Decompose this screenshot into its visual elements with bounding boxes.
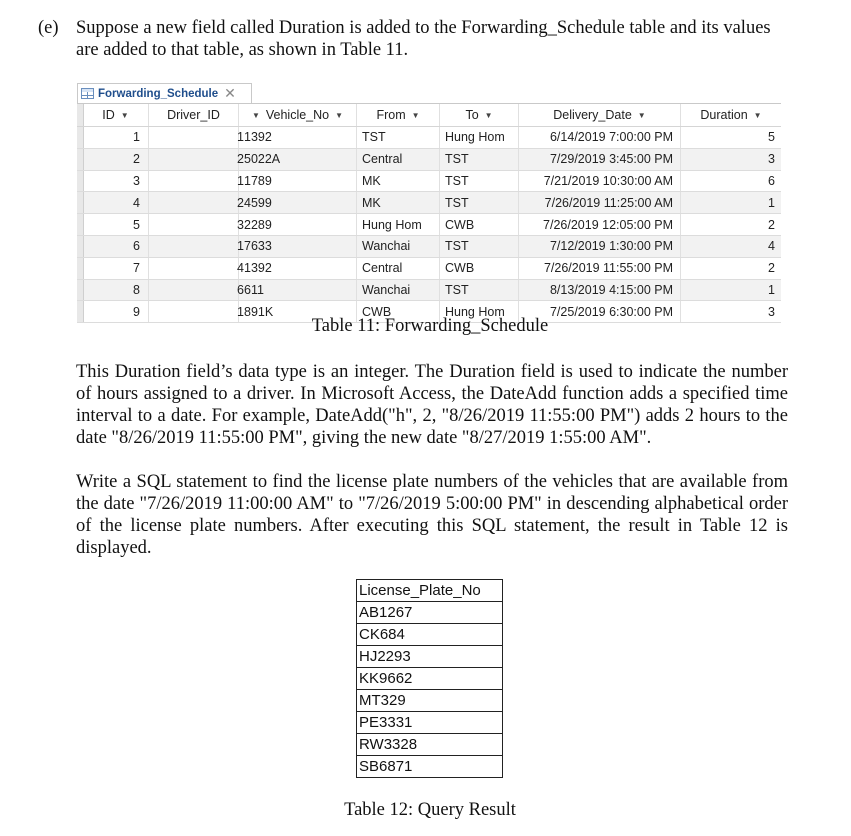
cell-id[interactable]: 9 [83, 301, 149, 322]
tab-forwarding-schedule[interactable] [77, 83, 252, 103]
license-plate-cell: SB6871 [357, 756, 503, 778]
table-row[interactable] [77, 280, 781, 302]
cell-driver-id[interactable]: 2 [149, 192, 239, 213]
table-row [357, 668, 503, 690]
cell-delivery-date[interactable]: 7/29/2019 3:45:00 PM [519, 149, 681, 170]
cell-duration[interactable]: 3 [768, 152, 775, 167]
cell-from[interactable]: MK [357, 171, 440, 192]
license-plate-cell: HJ2293 [357, 646, 503, 668]
table-row [357, 756, 503, 778]
table-row [357, 712, 503, 734]
cell-id[interactable]: 1 [83, 127, 149, 148]
cell-duration[interactable]: 6 [768, 173, 775, 188]
datasheet-rows [77, 127, 781, 323]
table-12-caption: Table 12: Query Result [344, 800, 516, 820]
dropdown-arrow-icon[interactable]: ▼ [484, 110, 493, 120]
license-plate-cell: KK9662 [357, 668, 503, 690]
cell-vehicle-no[interactable]: 5022A [239, 149, 357, 170]
tab-bar [77, 83, 781, 104]
dropdown-arrow-icon[interactable]: ▼ [753, 110, 762, 120]
cell-delivery-date[interactable]: 7/26/2019 11:55:00 PM [519, 258, 681, 279]
cell-delivery-date[interactable]: 7/26/2019 12:05:00 PM [519, 214, 681, 235]
cell-driver-id[interactable]: 2 [149, 149, 239, 170]
cell-to[interactable]: CWB [440, 214, 519, 235]
header-row [77, 104, 781, 127]
cell-vehicle-no[interactable]: 1789 [239, 171, 357, 192]
cell-driver-id[interactable]: 1 [149, 171, 239, 192]
cell-delivery-date[interactable]: 6/14/2019 7:00:00 PM [519, 127, 681, 148]
table-row[interactable] [77, 236, 781, 258]
cell-id[interactable]: 2 [83, 149, 149, 170]
table-row[interactable] [77, 149, 781, 171]
cell-duration[interactable]: 4 [768, 239, 775, 254]
column-header-from[interactable]: From ▼ [357, 104, 440, 126]
cell-id[interactable]: 7 [83, 258, 149, 279]
cell-from[interactable]: Wanchai [357, 236, 440, 257]
cell-from[interactable]: Hung Hom [357, 214, 440, 235]
cell-to[interactable]: CWB [440, 258, 519, 279]
cell-vehicle-no[interactable]: 2289 [239, 214, 357, 235]
cell-id[interactable]: 5 [83, 214, 149, 235]
cell-vehicle-no[interactable]: 7633 [239, 236, 357, 257]
question-label: (e) [38, 18, 59, 38]
datasheet-grid [77, 104, 781, 323]
close-icon[interactable]: ✕ [224, 85, 236, 101]
cell-duration[interactable]: 5 [768, 130, 775, 145]
tab-label: Forwarding_Schedule [98, 87, 219, 100]
cell-driver-id[interactable]: 1 [149, 236, 239, 257]
table-row[interactable] [77, 258, 781, 280]
license-plate-cell: AB1267 [357, 602, 503, 624]
cell-vehicle-no[interactable]: 1392 [239, 127, 357, 148]
cell-vehicle-no[interactable]: 4599 [239, 192, 357, 213]
cell-duration[interactable]: 2 [768, 217, 775, 232]
cell-duration[interactable]: 3 [768, 304, 775, 319]
dropdown-arrow-icon[interactable]: ▼ [120, 110, 129, 120]
cell-delivery-date[interactable]: 7/12/2019 1:30:00 PM [519, 236, 681, 257]
dropdown-arrow-icon[interactable]: ▼ [637, 110, 646, 120]
table-row [357, 624, 503, 646]
cell-from[interactable]: Central [357, 258, 440, 279]
cell-to[interactable]: TST [440, 236, 519, 257]
cell-delivery-date[interactable]: 8/13/2019 4:15:00 PM [519, 280, 681, 301]
table-11-caption: Table 11: Forwarding_Schedule [311, 316, 549, 336]
column-header-vehicle-no[interactable]: ▼ Vehicle_No ▼ [239, 104, 357, 126]
cell-driver-id[interactable]: 6 [149, 280, 239, 301]
paragraph-sql-task: Write a SQL statement to find the license plate numbers of the vehicles that are available from the date "7/26/2019 11:00:00 AM" to "7/26/2019 5:00:00 PM" in descending alphabetical order of the license plate numbers. After executing this SQL statement, the result in Table 12 is displayed. [76, 472, 788, 558]
column-header-delivery-date[interactable]: Delivery_Date ▼ [519, 104, 681, 126]
cell-from[interactable]: Central [357, 149, 440, 170]
cell-id[interactable]: 8 [83, 280, 149, 301]
table-row [357, 646, 503, 668]
query-result-table [356, 579, 503, 778]
cell-from[interactable]: Wanchai [357, 280, 440, 301]
cell-delivery-date[interactable]: 7/21/2019 10:30:00 AM [519, 171, 681, 192]
cell-from[interactable]: TST [357, 127, 440, 148]
cell-to[interactable]: TST [440, 149, 519, 170]
cell-to[interactable]: TST [440, 280, 519, 301]
forwarding-schedule-datasheet [77, 83, 781, 319]
cell-driver-id[interactable]: 1 [149, 127, 239, 148]
cell-driver-id[interactable]: 4 [149, 258, 239, 279]
dropdown-arrow-icon[interactable]: ▼ [411, 110, 420, 120]
dropdown-arrow-icon[interactable]: ▼ [251, 110, 260, 120]
cell-to[interactable]: TST [440, 192, 519, 213]
table-icon [81, 88, 94, 99]
cell-delivery-date[interactable]: 7/26/2019 11:25:00 AM [519, 192, 681, 213]
table-row[interactable] [77, 192, 781, 214]
column-header-to[interactable]: To ▼ [440, 104, 519, 126]
cell-vehicle-no[interactable]: 891K [239, 301, 357, 322]
cell-delivery-date[interactable]: 7/25/2019 6:30:00 PM [519, 301, 681, 322]
cell-from[interactable]: CWB [357, 301, 440, 322]
table-row [357, 602, 503, 624]
cell-vehicle-no[interactable]: 1392 [239, 258, 357, 279]
cell-duration[interactable]: 1 [768, 282, 775, 297]
question-intro: Suppose a new field called Duration is added to the Forwarding_Schedule table and its values are added to that table, as shown in Table 11. [76, 18, 771, 60]
cell-id[interactable]: 6 [83, 236, 149, 257]
cell-driver-id[interactable]: 3 [149, 214, 239, 235]
cell-duration[interactable]: 1 [768, 195, 775, 210]
table-row [357, 690, 503, 712]
cell-duration[interactable]: 2 [768, 261, 775, 276]
cell-id[interactable]: 3 [83, 171, 149, 192]
table-row[interactable] [77, 214, 781, 236]
cell-id[interactable]: 4 [83, 192, 149, 213]
cell-driver-id[interactable]: 1 [149, 301, 239, 322]
license-plate-cell: PE3331 [357, 712, 503, 734]
license-plate-cell: RW3328 [357, 734, 503, 756]
license-plate-cell: MT329 [357, 690, 503, 712]
dropdown-arrow-icon[interactable]: ▼ [335, 110, 344, 120]
column-header-duration[interactable]: Duration ▼ [700, 108, 762, 122]
column-header-driver-id[interactable]: Driver_ID [149, 104, 239, 126]
cell-from[interactable]: MK [357, 192, 440, 213]
cell-to[interactable]: Hung Hom [440, 301, 519, 322]
license-plate-cell: CK684 [357, 624, 503, 646]
cell-to[interactable]: TST [440, 171, 519, 192]
table-row [357, 734, 503, 756]
column-header-id[interactable]: ID ▼ [83, 104, 149, 126]
table-row[interactable] [77, 127, 781, 149]
result-header: License_Plate_No [357, 580, 503, 602]
paragraph-duration: This Duration field’s data type is an integer. The Duration field is used to indicate the number of hours assigned to a driver. In Microsoft Access, the DateAdd function adds a specified time interval to a date. For example, DateAdd("h", 2, "8/26/2019 11:55:00 PM") adds 2 hours to the date "8/26/2019 11:55:00 PM", giving the new date "8/27/2019 1:55:00 AM". [76, 362, 788, 448]
table-row[interactable] [77, 171, 781, 193]
cell-vehicle-no[interactable]: 611 [239, 280, 357, 301]
cell-to[interactable]: Hung Hom [440, 127, 519, 148]
